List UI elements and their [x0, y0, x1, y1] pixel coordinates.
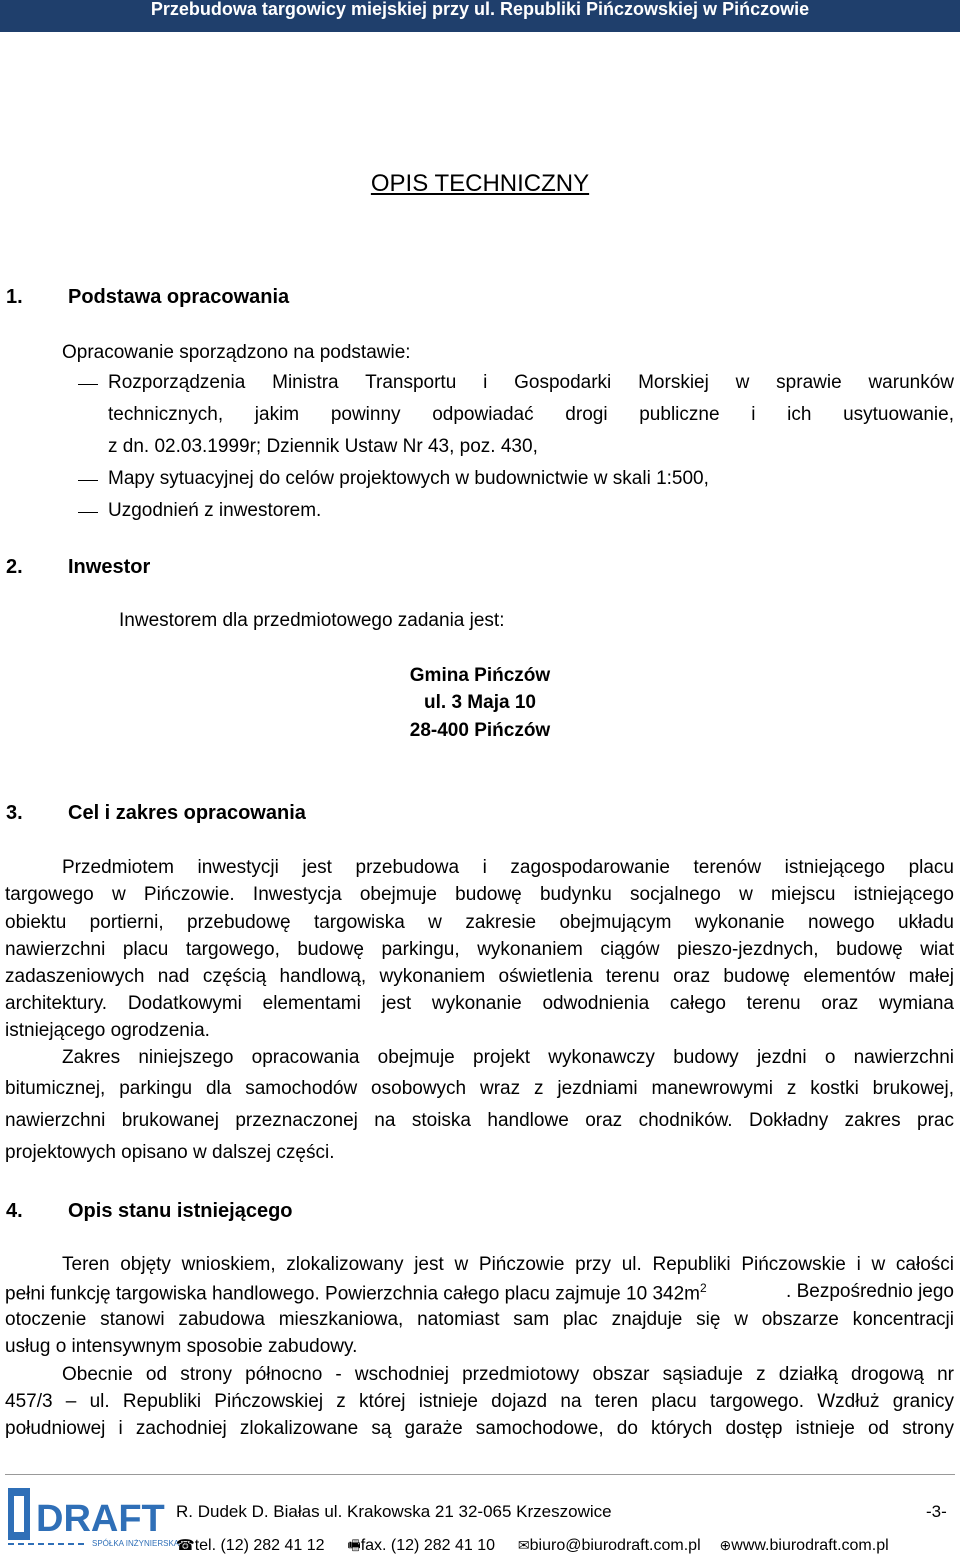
- s3-p2-line: bitumicznej, parkingu dla samochodów osobowych wraz z jezdniami manewrowymi z kostki brukowej,: [5, 1078, 954, 1099]
- logo-text: DRAFT: [36, 1498, 165, 1540]
- s3-p2-line: Zakres niniejszego opracowania obejmuje projekt wykonawczy budowy jezdni o nawierzchni: [62, 1047, 954, 1068]
- draft-logo: [6, 1486, 180, 1552]
- s4-p2-line: Obecnie od strony północno - wschodniej przedmiotowy obszar sąsiaduje z działką drogową nr: [62, 1364, 954, 1385]
- footer-website[interactable]: www.biurodraft.com.pl: [731, 1537, 889, 1554]
- email-icon: ✉: [517, 1537, 530, 1553]
- area-unit-superscript: 2: [699, 1281, 707, 1295]
- s3-p2-line: projektowych opisano w dalszej części.: [5, 1142, 335, 1163]
- bullet-1-line-1: Rozporządzenia Ministra Transportu i Gospodarki Morskiej w sprawie warunków: [108, 372, 954, 393]
- phone-icon: ☎: [176, 1537, 195, 1554]
- s4-p1-line: Teren objęty wnioskiem, zlokalizowany jest w Pińczowie przy ul. Republiki Pińczowskie i w całości: [62, 1254, 954, 1275]
- footer-email[interactable]: biuro@biurodraft.com.pl: [529, 1537, 701, 1554]
- area-text-main: pełni funkcję targowiska handlowego. Powierzchnia całego placu zajmuje 10 342m: [5, 1283, 700, 1305]
- section-2-heading: Inwestor: [68, 556, 151, 578]
- investor-city: 28-400 Pińczów: [409, 720, 551, 741]
- footer-tel: tel. (12) 282 41 12: [194, 1537, 325, 1554]
- s3-p1-line: istniejącego ogrodzenia.: [5, 1020, 210, 1041]
- s3-p1-line: nawierzchni placu targowego, budowę parkingu, wykonaniem ciągów pieszo-jezdnych, budowę wiat: [5, 939, 954, 960]
- section-4-number: 4.: [6, 1200, 23, 1222]
- area-text-tail: . Bezpośrednio jego: [786, 1281, 954, 1302]
- section-1-number: 1.: [6, 286, 23, 308]
- running-title: Przebudowa targowicy miejskiej przy ul. Republiki Pińczowskiej w Pińczowie: [150, 0, 810, 19]
- bullet-dash: [78, 384, 98, 385]
- s3-p1-line: Przedmiotem inwestycji jest przebudowa i zagospodarowanie terenów istniejącego placu: [62, 857, 954, 878]
- bullet-3: Uzgodnień z inwestorem.: [108, 500, 322, 521]
- s4-p1-line: [5, 1281, 954, 1305]
- area-text: [5, 1281, 707, 1305]
- s3-p1-line: architektury. Dodatkowymi elementami jest wykonanie odwodnienia całego terenu oraz wymiana: [5, 993, 954, 1014]
- logo-subtitle: SPÓŁKA INŻYNIERSKA: [92, 1539, 180, 1548]
- bullet-1-line-2: technicznych, jakim powinny odpowiadać drogi publiczne i ich usytuowanie,: [108, 404, 954, 425]
- s3-p2-line: nawierzchni brukowanej przeznaczonej na stoiska handlowe oraz chodników. Dokładny zakres prac: [5, 1110, 954, 1131]
- bullet-1-line-3: z dn. 02.03.1999r; Dziennik Ustaw Nr 43, poz. 430,: [108, 436, 538, 457]
- bullet-dash: [78, 512, 98, 513]
- s4-p2-line: 457/3 – ul. Republiki Pińczowskiej z której istnieje dojazd na teren placu targowego. Wzdłuż granicy: [5, 1391, 954, 1412]
- page-number: -3-: [926, 1502, 947, 1521]
- section-3-number: 3.: [6, 802, 23, 824]
- s3-p1-line: zadaszeniowych nad częścią handlową, wykonaniem oświetlenia terenu oraz budowę elementów małej: [5, 966, 954, 987]
- s4-p2-line: południowej i zachodniej zlokalizowane są garaże samochodowe, do których dostęp istnieje od strony: [5, 1418, 954, 1439]
- footer-contacts: [176, 1535, 889, 1559]
- globe-icon: ⊕: [719, 1537, 732, 1553]
- section-4-heading: Opis stanu istniejącego: [68, 1200, 293, 1222]
- bullet-dash: [78, 480, 98, 481]
- bullet-2: Mapy sytuacyjnej do celów projektowych w budownictwie w skali 1:500,: [108, 468, 709, 489]
- section-2-intro: Inwestorem dla przedmiotowego zadania jest:: [119, 610, 505, 631]
- s3-p1-line: targowego w Pińczowie. Inwestycja obejmuje budowę budynku socjalnego w miejscu istniejącego: [5, 884, 954, 905]
- s4-p1-line: usług o intensywnym sposobie zabudowy.: [5, 1336, 358, 1357]
- investor-name: Gmina Pińczów: [409, 665, 551, 686]
- document-title: OPIS TECHNICZNY: [370, 170, 590, 197]
- fax-icon: 🖷: [347, 1537, 361, 1553]
- s3-p1-line: obiektu portierni, przebudowę targowiska w zakresie obejmującym wykonanie nowego układu: [5, 912, 954, 933]
- draft-logo-graphic: [6, 1486, 180, 1552]
- footer-fax: fax. (12) 282 41 10: [360, 1537, 495, 1554]
- section-1-intro: Opracowanie sporządzono na podstawie:: [62, 342, 411, 363]
- footer-authors: R. Dudek D. Białas ul. Krakowska 21 32-065 Krzeszowice: [176, 1502, 612, 1521]
- section-3-heading: Cel i zakres opracowania: [68, 802, 306, 824]
- s4-p1-line: otoczenie stanowi zabudowa mieszkaniowa, natomiast sam plac znajduje się w obszarze koncentracji: [5, 1309, 954, 1330]
- section-1-heading: Podstawa opracowania: [68, 286, 290, 308]
- running-header: [0, 0, 960, 32]
- investor-street: ul. 3 Maja 10: [424, 692, 536, 713]
- section-2-number: 2.: [6, 556, 23, 578]
- footer-divider: [5, 1474, 955, 1475]
